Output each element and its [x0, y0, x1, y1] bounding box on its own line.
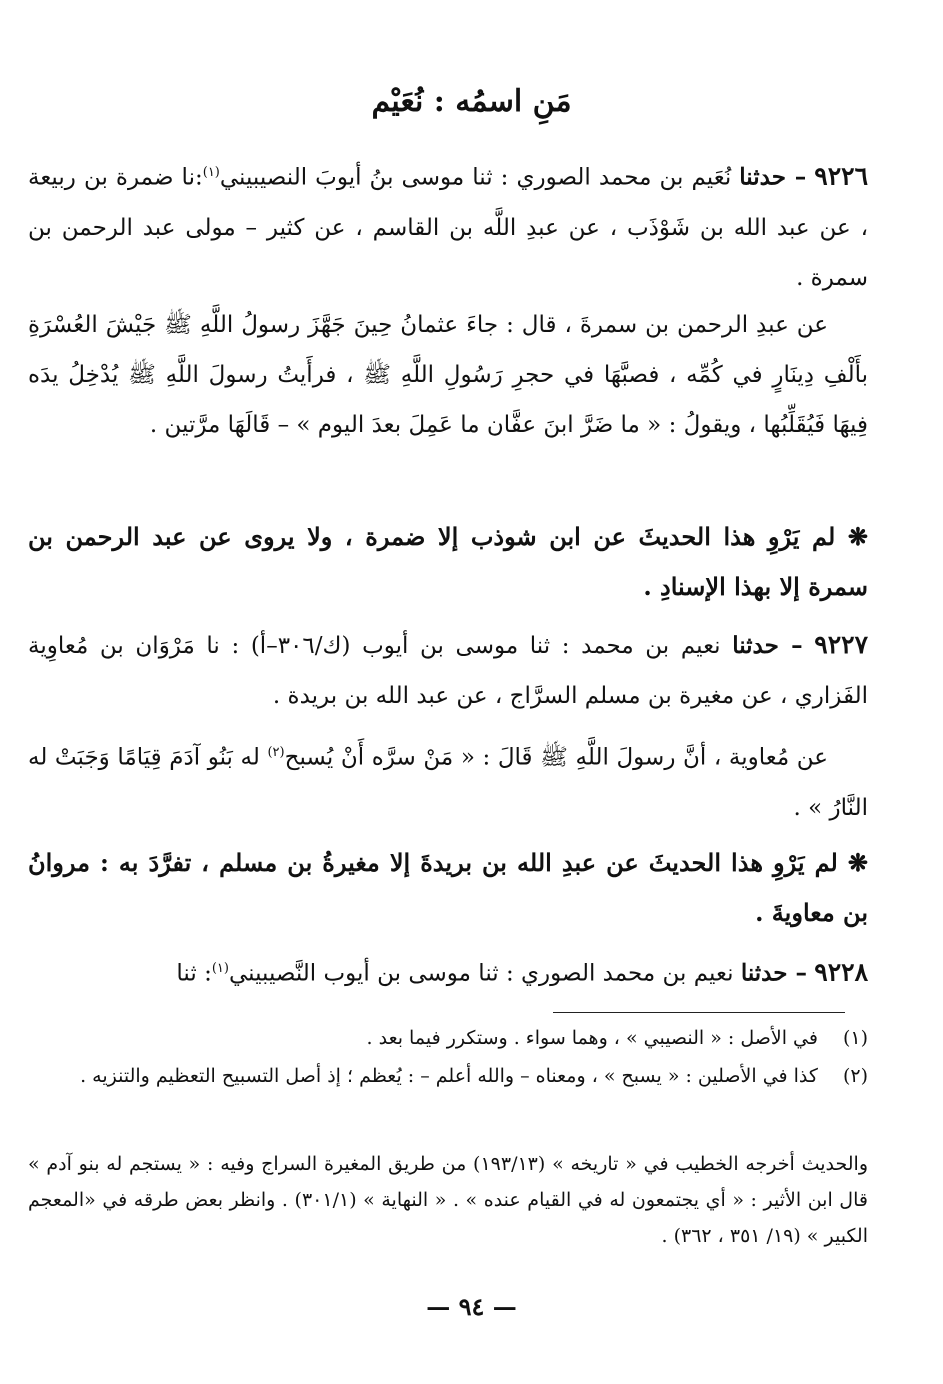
hadith-lead: – حدثنا — [740, 959, 807, 987]
isnad-text: نعيم بن محمد الصوري : ثنا موسى بن أيوب النَّصيبيني — [228, 960, 741, 987]
footnote-marker: (١) — [842, 1027, 868, 1049]
matn-text: عن مُعاوية ، أنَّ رسولَ اللَّهِ ﷺ قَالَ : « مَنْ سرَّه أَنْ يُسبح — [284, 744, 829, 771]
hadith-9227-note: ❋ لم يَرْوِ هذا الحديثَ عن عبدِ الله بن بريدةَ إلا مغيرةُ بن مسلم ، تفرَّدَ به : مروانُ بن معاويةَ . — [28, 848, 868, 927]
hadith-9226-matn: عن عبدِ الرحمن بن سمرةَ ، قال : جاءَ عثمانُ حِينَ جَهَّزَ رسولُ اللَّهِ ﷺ جَيْشَ العُسْرَةِ بأَلْفِ دِينَارٍ في كُمِّه ، فصبَّهَا في حجرِ رَسُولِ اللَّهِ ﷺ ، فرأَيتُ رسولَ اللَّهِ ﷺ يُدْخِلُ يدَه فِيهَا فَيُقَلِّبُها ، ويقولُ : « ما ضَرَّ ابنَ عفَّان ما عَمِلَ بعدَ اليوم » – قَالَهَا مرَّتين . — [28, 312, 868, 438]
isnad-rest: :نا ضمرة بن ربيعة ، عن عبد الله بن شَوْذَب ، عن عبدِ اللَّه بن القاسم ، عن كثير – مولى عبد الرحمن بن سمرة . — [28, 164, 868, 291]
hadith-number: ٩٢٢٨ — [814, 957, 868, 987]
footnote-marker: (٢) — [842, 1065, 868, 1087]
footnote-divider — [553, 1012, 845, 1013]
hadith-9228-isnad — [28, 944, 868, 999]
footnote-text: في الأصل : « النصيبي » ، وهما سواء . وستكرر فيما بعد . — [366, 1027, 818, 1049]
hadith-9226-isnad — [28, 148, 868, 303]
hadith-number: ٩٢٢٦ — [814, 161, 869, 191]
section-title: مَنِ اسمُه : نُعَيْم — [371, 84, 572, 119]
hadith-lead: – حدثنا — [732, 632, 803, 659]
footnote-text: كذا في الأصلين : « يسبح » ، ومعناه – والله أعلم – : يُعظم ؛ إذ أصل التسبيح التعظيم والتنزيه . — [80, 1065, 818, 1087]
footnote-1 — [28, 1020, 868, 1056]
hadith-number: ٩٢٢٧ — [814, 630, 869, 659]
hadith-9227-matn — [28, 728, 868, 833]
page-number: — ٩٤ — — [426, 1292, 517, 1321]
hadith-lead: – حدثنا — [739, 163, 807, 191]
isnad-rest: : ثنا — [176, 960, 212, 987]
footnote-ref: (١) — [211, 961, 229, 976]
footnote-ref: (١) — [202, 165, 220, 180]
footnote-2-continuation: والحديث أخرجه الخطيب في « تاريخه » (١٩٣/١٣) من طريق المغيرة السراج وفيه : « يستجم له بنو آدم » قال ابن الأثير : « أي يجتمعون له في القيام عنده » . « النهاية » (٣٠١/١) . وانظر بعض طرقه في «المعجم الكبير » (١٩/ ٣٥١ ، ٣٦٢) . — [28, 1153, 868, 1247]
hadith-9226-note: ❋ لم يَرْوِ هذا الحديثَ عن ابن شوذب إلا ضمرة ، ولا يروى عن عبد الرحمن بن سمرة إلا بهذا الإسنادِ . — [28, 522, 868, 601]
footnote-2 — [28, 1058, 868, 1094]
footnote-ref: (٢) — [267, 745, 285, 760]
hadith-9227-isnad — [28, 620, 868, 721]
isnad-text: نُعَيم بن محمد الصوري : ثنا موسى بنُ أيوبَ النصيبيني — [219, 164, 740, 191]
matn-text-rest: له بَنُو آدَمَ قِيَامًا وَجَبَتْ له النَّارُ » . — [28, 744, 868, 821]
isnad-text: نعيم بن محمد : ثنا موسى بن أيوب (ك/٣٠٦–أ) : نا مَرْوَان بن مُعاوِية الفَزاري ، عن مغيرة بن مسلم السرَّاج ، عن عبد الله بن بريدة . — [28, 633, 868, 709]
